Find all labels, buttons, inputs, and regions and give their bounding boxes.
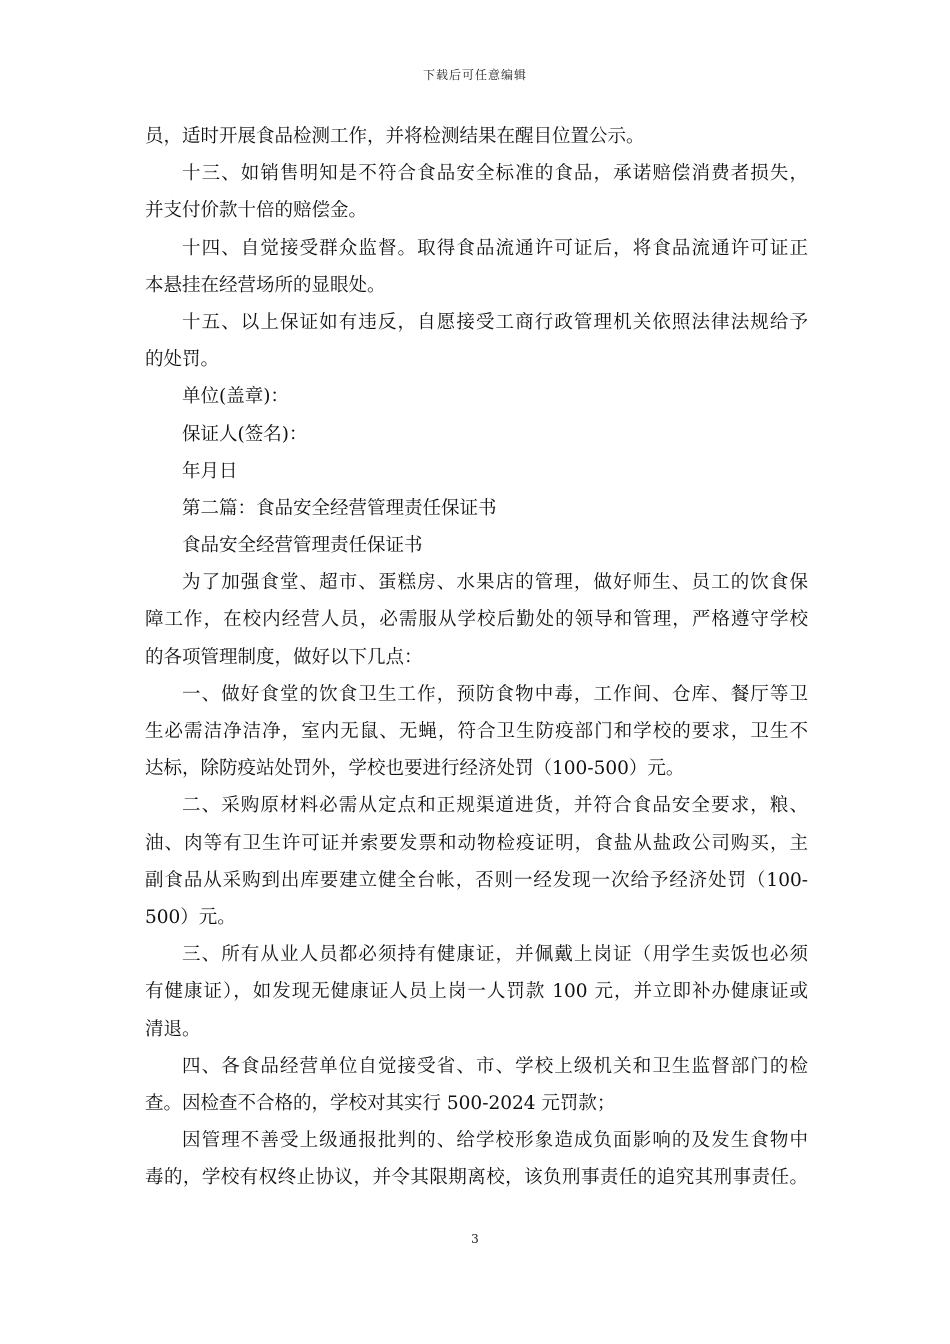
paragraph-line: 副食品从采购到出库要建立健全台帐，否则一经发现一次给予经济处罚（100- (145, 869, 808, 891)
paragraph-line: 油、肉等有卫生许可证并索要发票和动物检疫证明，食盐从盐政公司购买，主 (145, 832, 808, 854)
paragraph-line: 因管理不善受上级通报批判的、给学校形象造成负面影响的及发生食物中 (182, 1130, 808, 1152)
page-header: 下载后可任意编辑 (422, 68, 527, 82)
section-title: 第二篇：食品安全经营管理责任保证书 (182, 497, 497, 519)
paragraph-line: 十三、如销售明知是不符合食品安全标准的食品，承诺赔偿消费者损失， (182, 163, 808, 185)
paragraph-line: 本悬挂在经营场所的显眼处。 (145, 274, 386, 296)
paragraph-line: 三、所有从业人员都必须持有健康证，并佩戴上岗证（用学生卖饭也必须 (182, 944, 808, 966)
paragraph-line: 有健康证），如发现无健康证人员上岗一人罚款 100 元，并立即补办健康证或 (145, 981, 808, 1003)
paragraph-line: 十四、自觉接受群众监督。取得食品流通许可证后，将食品流通许可证正 (182, 237, 808, 259)
page-number: 3 (471, 1232, 479, 1246)
paragraph-line: 二、采购原材料必需从定点和正规渠道进货，并符合食品安全要求，粮、 (182, 795, 808, 817)
document-title: 食品安全经营管理责任保证书 (182, 535, 423, 557)
paragraph-line: 四、各食品经营单位自觉接受省、市、学校上级机关和卫生监督部门的检 (182, 1055, 808, 1077)
paragraph-line: 500）元。 (145, 906, 236, 928)
paragraph-line: 生必需洁净洁净，室内无鼠、无蝇，符合卫生防疫部门和学校的要求，卫生不 (145, 721, 808, 742)
signature-guarantor-label: 保证人(签名)： (182, 423, 308, 445)
paragraph-line: 的处罚。 (145, 349, 220, 371)
document-body (145, 118, 808, 1196)
paragraph-line: 为了加强食堂、超市、蛋糕房、水果店的管理，做好师生、员工的饮食保 (182, 572, 808, 594)
paragraph-line: 一、做好食堂的饮食卫生工作，预防食物中毒，工作间、仓库、餐厅等卫 (182, 683, 808, 705)
paragraph-line: 的各项管理制度，做好以下几点： (145, 646, 423, 668)
paragraph-line: 障工作，在校内经营人员，必需服从学校后勤处的领导和管理，严格遵守学校 (145, 609, 808, 631)
paragraph-line: 并支付价款十倍的赔偿金。 (145, 200, 368, 222)
paragraph-line: 十五、以上保证如有违反，自愿接受工商行政管理机关依照法律法规给予 (182, 311, 808, 333)
paragraph-line: 达标，除防疫站处罚外，学校也要进行经济处罚（100-500）元。 (145, 758, 685, 780)
paragraph-line: 查。因检查不合格的，学校对其实行 500-2024 元罚款； (145, 1092, 616, 1114)
paragraph-line: 清退。 (145, 1018, 201, 1040)
paragraph-line: 毒的，学校有权终止协议，并令其限期离校，该负刑事责任的追究其刑事责任。 (145, 1167, 808, 1189)
paragraph-line: 员，适时开展食品检测工作，并将检测结果在醒目位置公示。 (145, 126, 645, 147)
signature-unit-label: 单位(盖章)： (182, 386, 289, 408)
signature-date-label: 年月日 (182, 460, 238, 482)
